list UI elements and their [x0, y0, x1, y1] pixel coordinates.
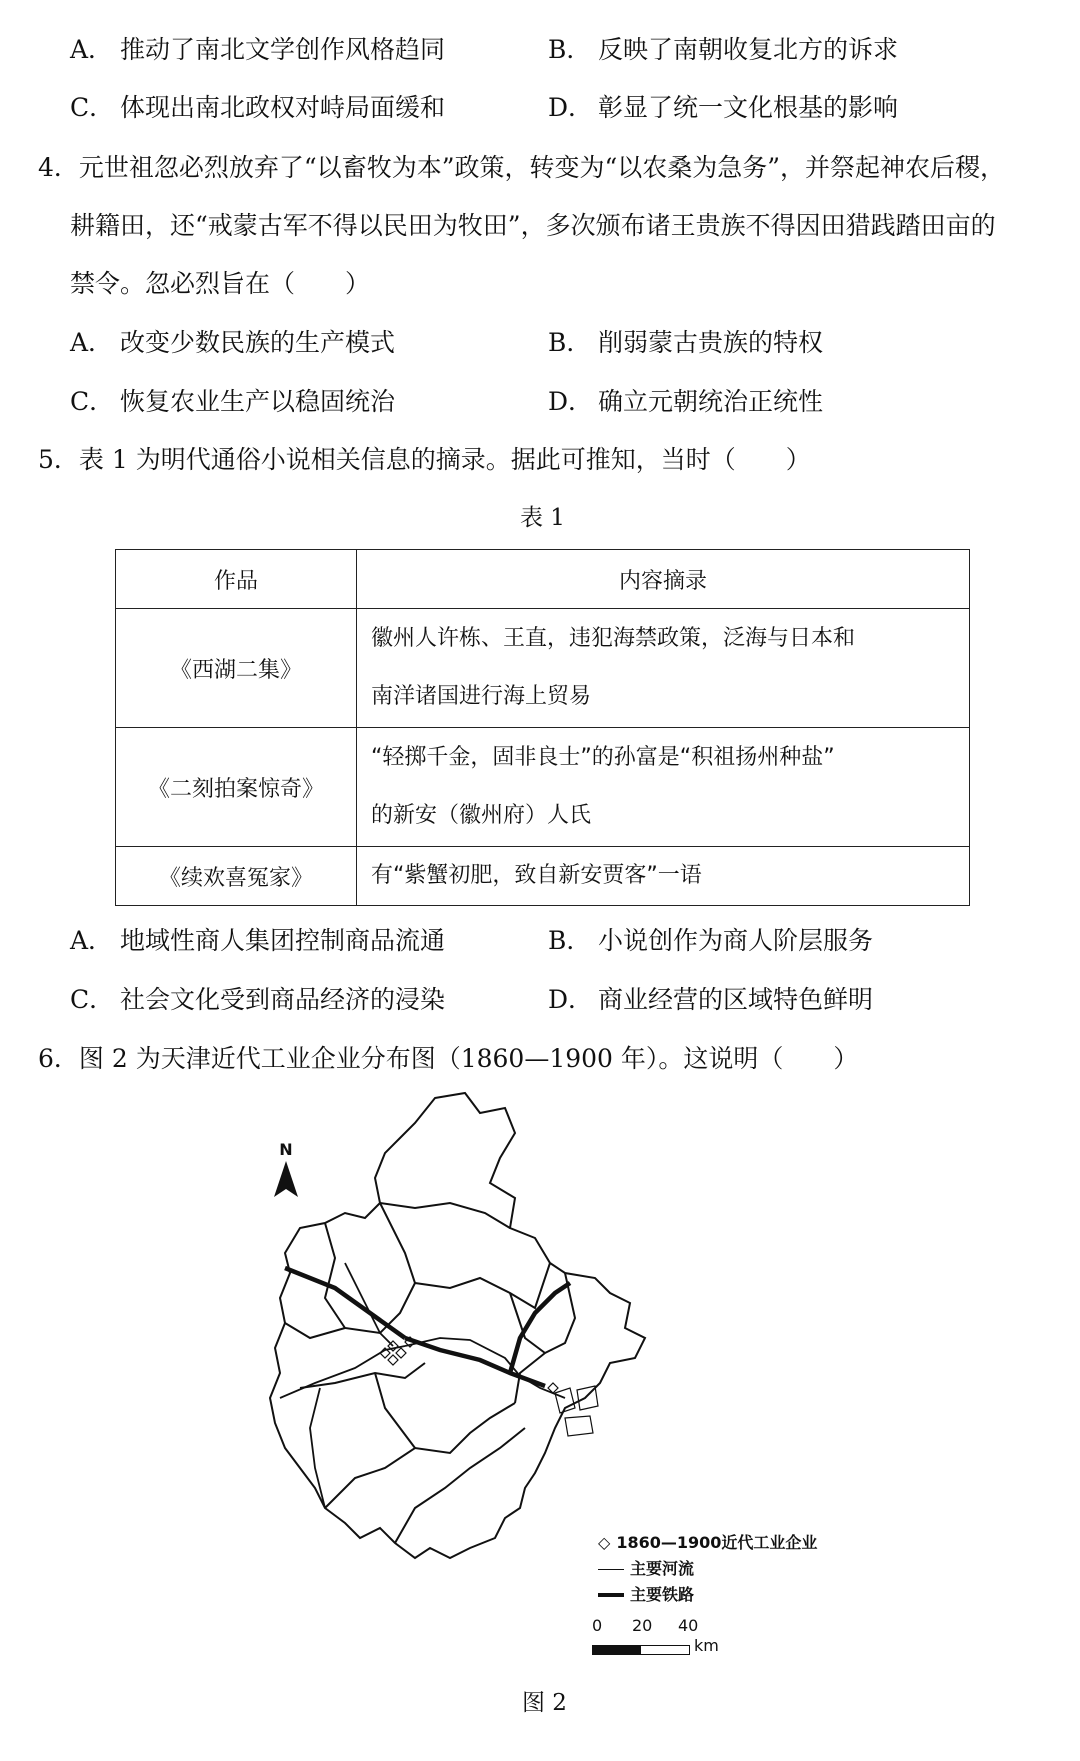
scale-tick-0: 0: [592, 1616, 603, 1635]
q5-stem: 5．表 1 为明代通俗小说相关信息的摘录。据此可推知，当时（ ）: [38, 445, 811, 474]
table-row: [116, 728, 970, 847]
district-west: [285, 1323, 345, 1338]
scale-tick-20: 20: [632, 1616, 653, 1635]
scale-unit: km: [694, 1636, 719, 1655]
q4-stem-line-2: 耕籍田，还“戒蒙古军不得以民田为牧田”，多次颁布诸王贵族不得因田猎践踏田亩的: [70, 211, 996, 240]
option-text: 彰显了统一文化根基的影响: [598, 93, 899, 122]
river-3: [345, 1263, 393, 1346]
industry-marker-icon: [396, 1348, 406, 1358]
option-letter: B．: [548, 328, 592, 357]
novel-info-table: [115, 549, 970, 906]
q4-stem-line-3: 禁令。忽必烈旨在（ ）: [70, 269, 371, 298]
table-cell-content: [357, 609, 970, 728]
q4-option-a[interactable]: [70, 327, 395, 359]
q3-option-c[interactable]: [70, 92, 445, 124]
legend-label: 1860—1900近代工业企业: [616, 1533, 818, 1552]
district-south-1: [325, 1403, 515, 1508]
q5-option-c[interactable]: [70, 984, 445, 1016]
content-line: 南洋诸国进行海上贸易: [371, 684, 592, 709]
option-text: 削弱蒙古贵族的特权: [598, 328, 824, 357]
q3-option-a[interactable]: [70, 34, 445, 66]
q5-option-d[interactable]: [548, 984, 873, 1016]
diamond-icon: ◇: [598, 1533, 611, 1552]
figure-caption: 图 2: [522, 1690, 567, 1716]
outer-boundary: [270, 1093, 645, 1558]
option-text: 体现出南北政权对峙局面缓和: [120, 93, 446, 122]
district-southwest: [300, 1363, 425, 1388]
option-letter: C．: [70, 387, 115, 416]
option-letter: D．: [548, 93, 594, 122]
table-header-row: [116, 550, 970, 609]
industry-marker-icon: [388, 1355, 398, 1365]
option-letter: A．: [70, 35, 114, 64]
option-text: 改变少数民族的生产模式: [120, 328, 396, 357]
district-south-3: [375, 1373, 415, 1448]
option-text: 小说创作为商人阶层服务: [598, 926, 874, 955]
legend-item-river: [598, 1556, 817, 1582]
district-central: [415, 1263, 550, 1308]
column-header-content: 内容摘录: [357, 550, 970, 609]
option-letter: A．: [70, 328, 114, 357]
option-letter: D．: [548, 985, 594, 1014]
railway-northeast: [510, 1283, 570, 1373]
scale-bar: [592, 1616, 719, 1655]
table-row: [116, 609, 970, 728]
table-cell-work: 《续欢喜冤家》: [116, 847, 357, 906]
content-line: “轻掷千金，固非良士”的孙富是“积祖扬州种盐”: [371, 745, 835, 770]
river-line-icon: [598, 1569, 624, 1570]
content-line: 有“紫蟹初肥，致自新安贾客”一语: [371, 863, 702, 888]
option-letter: B．: [548, 926, 592, 955]
option-text: 恢复农业生产以稳固统治: [120, 387, 396, 416]
port-area: [555, 1386, 598, 1436]
option-letter: B．: [548, 35, 592, 64]
table-row: [116, 847, 970, 906]
district-south-2: [395, 1428, 525, 1543]
map-legend: [598, 1530, 817, 1608]
railway-main: [405, 1338, 545, 1386]
legend-label: 主要铁路: [630, 1585, 695, 1604]
q4-option-d[interactable]: [548, 386, 823, 418]
q6-stem: 6．图 2 为天津近代工业企业分布图（1860—1900 年）。这说明（ ）: [38, 1044, 859, 1073]
content-line: 徽州人许栋、王直，违犯海禁政策，泛海与日本和: [371, 626, 856, 651]
option-letter: D．: [548, 387, 594, 416]
legend-item-industry: [598, 1530, 817, 1556]
option-text: 社会文化受到商品经济的浸染: [120, 985, 446, 1014]
q3-option-d[interactable]: [548, 92, 898, 124]
q4-stem-line-1: 4．元世祖忽必烈放弃了“以畜牧为本”政策，转变为“以农桑为急务”，并祭起神农后稷，: [38, 153, 1006, 182]
river-4: [310, 1388, 325, 1508]
river-1: [280, 1346, 405, 1398]
table-caption: 表 1: [520, 505, 565, 531]
option-text: 地域性商人集团控制商品流通: [120, 926, 446, 955]
district-boundaries: [270, 1093, 645, 1558]
q4-option-c[interactable]: [70, 386, 395, 418]
north-label: N: [279, 1140, 293, 1159]
table-cell-content: [357, 728, 970, 847]
option-text: 推动了南北文学创作风格趋同: [120, 35, 446, 64]
option-text: 反映了南朝收复北方的诉求: [598, 35, 899, 64]
option-letter: C．: [70, 93, 115, 122]
scale-bar-graphic: [592, 1645, 690, 1655]
content-line: 的新安（徽州府）人氏: [371, 803, 592, 828]
option-letter: A．: [70, 926, 114, 955]
q3-option-b[interactable]: [548, 34, 898, 66]
option-letter: C．: [70, 985, 115, 1014]
option-text: 确立元朝统治正统性: [598, 387, 824, 416]
legend-label: 主要河流: [630, 1559, 695, 1578]
table-cell-work: 《二刻拍案惊奇》: [116, 728, 357, 847]
q4-option-b[interactable]: [548, 327, 823, 359]
legend-item-railway: [598, 1582, 817, 1608]
q5-option-a[interactable]: [70, 925, 445, 957]
q5-option-b[interactable]: [548, 925, 873, 957]
option-text: 商业经营的区域特色鲜明: [598, 985, 874, 1014]
table-cell-content: [357, 847, 970, 906]
column-header-work: 作品: [116, 550, 357, 609]
table-cell-work: 《西湖二集》: [116, 609, 357, 728]
scale-tick-40: 40: [678, 1616, 699, 1635]
railway-line-icon: [598, 1593, 624, 1597]
district-north: [380, 1203, 510, 1228]
